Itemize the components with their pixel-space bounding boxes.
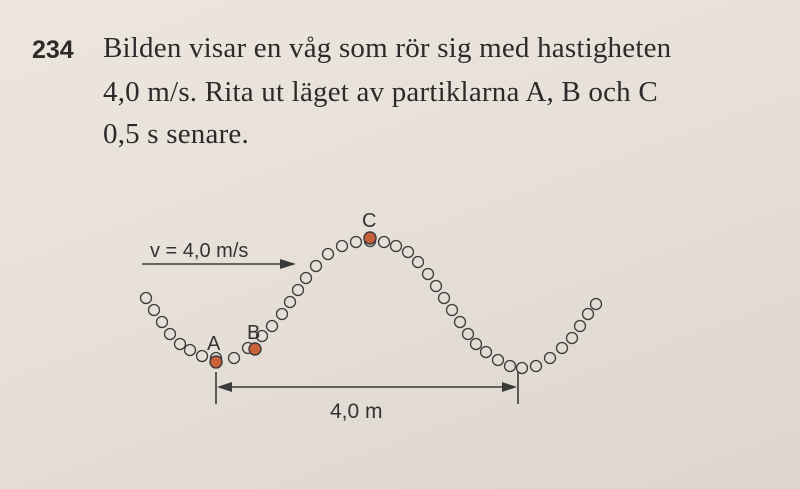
- wave-particle: [149, 305, 160, 316]
- wave-particle: [267, 321, 278, 332]
- wave-particle: [545, 353, 556, 364]
- wave-particle: [285, 297, 296, 308]
- velocity-label: v = 4,0 m/s: [150, 240, 249, 262]
- wave-particle: [471, 339, 482, 350]
- particle-a: [210, 356, 222, 368]
- wave-particle: [463, 329, 474, 340]
- wave-particle: [229, 353, 240, 364]
- particle-label-a: A: [207, 333, 221, 355]
- wave-particle: [337, 241, 348, 252]
- wave-particle: [423, 269, 434, 280]
- wave-particle: [197, 351, 208, 362]
- problem-text-line-2: 4,0 m/s. Rita ut läget av partiklarna A, B och C: [103, 76, 658, 108]
- wave-particle: [455, 317, 466, 328]
- wave-particle: [293, 285, 304, 296]
- wave-particle: [391, 241, 402, 252]
- particle-label-c: C: [362, 210, 377, 232]
- wave-particle: [175, 339, 186, 350]
- wave-particle: [557, 343, 568, 354]
- wave-particle: [431, 281, 442, 292]
- wave-particle: [277, 309, 288, 320]
- wave-particle: [379, 237, 390, 248]
- wave-particle: [141, 293, 152, 304]
- problem-text-line-1: Bilden visar en våg som rör sig med hastigheten: [103, 32, 672, 64]
- wave-particle: [575, 321, 586, 332]
- wave-particle: [567, 333, 578, 344]
- particle-label-b: B: [247, 322, 261, 344]
- wave-particle: [323, 249, 334, 260]
- wave-particle: [351, 237, 362, 248]
- wave-particle: [505, 361, 516, 372]
- wave-particle: [165, 329, 176, 340]
- wave-particle: [493, 355, 504, 366]
- problem-number: 234: [32, 36, 74, 64]
- wave-particle: [531, 361, 542, 372]
- wave-particle: [481, 347, 492, 358]
- wave-particle: [301, 273, 312, 284]
- wave-particle: [157, 317, 168, 328]
- wave-particle: [583, 309, 594, 320]
- wave-particle: [311, 261, 322, 272]
- distance-label: 4,0 m: [330, 400, 383, 423]
- wave-particle: [591, 299, 602, 310]
- wave-particle: [413, 257, 424, 268]
- problem-text-line-3: 0,5 s senare.: [103, 118, 249, 150]
- wave-particle: [517, 363, 528, 374]
- wave-particle: [439, 293, 450, 304]
- wave-particle: [185, 345, 196, 356]
- wave-particle: [447, 305, 458, 316]
- particle-c: [364, 232, 376, 244]
- particle-b: [249, 343, 261, 355]
- wave-particle: [403, 247, 414, 258]
